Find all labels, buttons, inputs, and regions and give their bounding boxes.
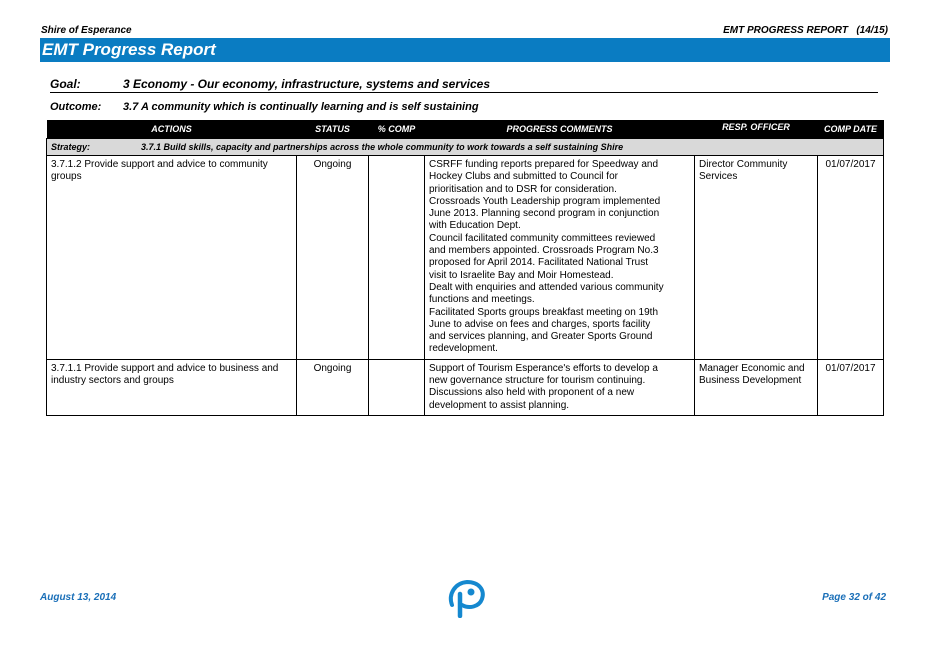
col-header-date: COMP DATE: [818, 120, 884, 139]
goal-label: Goal:: [50, 77, 81, 91]
shire-logo-icon: [443, 578, 487, 618]
col-header-comp: % COMP: [369, 120, 425, 139]
comments-cell: [425, 156, 695, 360]
progress-table: [46, 120, 884, 416]
col-header-actions: ACTIONS: [47, 120, 297, 139]
strategy-cell: [47, 139, 884, 156]
comment-line: with Education Dept.: [429, 220, 521, 232]
outcome-text: 3.7 A community which is continually learning and is self sustaining: [123, 101, 479, 113]
comment-line: Facilitated Sports groups breakfast meeting on 19th: [429, 306, 659, 318]
col-header-officer: RESP. OFFICER: [695, 120, 818, 139]
table-row: [47, 156, 884, 360]
comment-line: and services planning, and Greater Sports Ground: [429, 331, 653, 343]
comment-line: development to assist planning.: [429, 399, 570, 411]
comment-line: prioritisation and to DSR for consideration.: [429, 183, 617, 195]
date-cell: 01/07/2017: [818, 156, 884, 360]
comment-line: functions and meetings.: [429, 294, 535, 306]
comment-line: June to advise on fees and charges, sports facility: [429, 318, 651, 330]
comment-line: Crossroads Youth Leadership program implemented: [429, 195, 661, 207]
comment-line: Hockey Clubs and submitted to Council for: [429, 171, 618, 183]
col-header-status: STATUS: [297, 120, 369, 139]
comment-line: proposed for April 2014. Facilitated National Trust: [429, 257, 649, 269]
comment-line: Dealt with enquiries and attended various community: [429, 281, 664, 293]
date-cell: 01/07/2017: [818, 359, 884, 415]
report-header: [723, 25, 888, 36]
status-cell: Ongoing: [297, 359, 369, 415]
outcome-label: Outcome:: [50, 101, 102, 113]
comments-cell: [425, 359, 695, 415]
col-header-comments: PROGRESS COMMENTS: [425, 120, 695, 139]
comment-line: and members appointed. Crossroads Program No.3: [429, 245, 659, 257]
comment-line: CSRFF funding reports prepared for Speedway and: [429, 159, 659, 170]
strategy-row: [47, 139, 884, 156]
strategy-label: Strategy:: [51, 142, 91, 152]
comment-line: new governance structure for tourism continuing.: [429, 375, 646, 387]
officer-cell: Director Community Services: [695, 156, 818, 360]
comp-cell: [369, 156, 425, 360]
organisation-name: Shire of Esperance: [41, 25, 132, 36]
comp-cell: [369, 359, 425, 415]
comment-line: Council facilitated community committees reviewed: [429, 232, 656, 244]
goal-text: 3 Economy - Our economy, infrastructure, systems and services: [123, 77, 491, 91]
comment-line: visit to Israelite Bay and Moir Homestead.: [429, 269, 614, 281]
officer-cell: Manager Economic and Business Development: [695, 359, 818, 415]
status-cell: Ongoing: [297, 156, 369, 360]
strategy-text: 3.7.1 Build skills, capacity and partnerships across the whole community to work towards a self sustaining Shire: [141, 142, 624, 152]
comment-line: June 2013. Planning second program in conjunction: [429, 208, 660, 220]
comment-line: Discussions also held with proponent of a new: [429, 387, 635, 399]
footer-date: August 13, 2014: [40, 592, 117, 603]
table-header-row: [47, 120, 884, 139]
report-part: (14/15): [856, 25, 888, 36]
comment-line: Support of Tourism Esperance's efforts to develop a: [429, 362, 658, 374]
comment-line: redevelopment.: [429, 343, 498, 355]
action-cell: 3.7.1.2 Provide support and advice to community groups: [47, 156, 297, 360]
table-row: [47, 359, 884, 415]
report-title: EMT PROGRESS REPORT: [723, 25, 848, 36]
goal-row: [50, 77, 878, 93]
footer-page-number: Page 32 of 42: [822, 592, 886, 603]
action-cell: 3.7.1.1 Provide support and advice to business and industry sectors and groups: [47, 359, 297, 415]
page-title-banner: EMT Progress Report: [40, 38, 890, 62]
